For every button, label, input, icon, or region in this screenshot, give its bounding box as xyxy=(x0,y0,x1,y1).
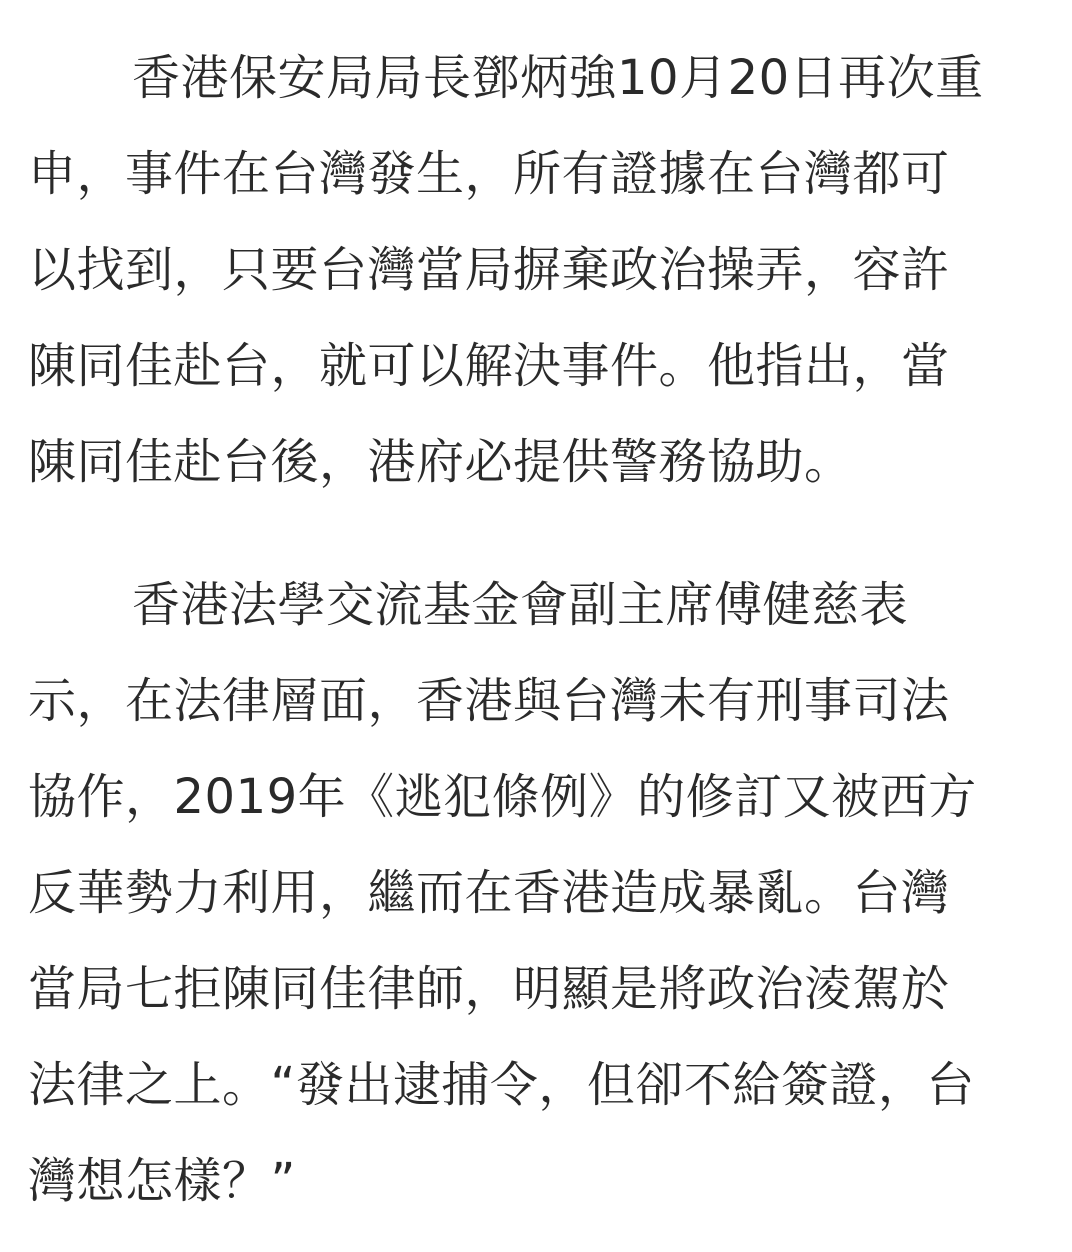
paragraph-line: 以找到，只要台灣當局摒棄政治操弄，容許 xyxy=(28,242,950,298)
paragraph-security-bureau xyxy=(28,30,1032,510)
paragraph-line: 法律之上。“發出逮捕令，但卻不給簽證，台 xyxy=(28,1057,975,1113)
paragraph-line: 香港保安局局長鄧炳強10月20日再次重 xyxy=(132,50,984,106)
paragraph-line: 灣想怎樣？” xyxy=(28,1153,296,1209)
paragraph-line: 申，事件在台灣發生，所有證據在台灣都可 xyxy=(28,146,950,202)
paragraph-line: 當局七拒陳同佳律師，明顯是將政治淩駕於 xyxy=(28,961,950,1017)
paragraph-line: 香港法學交流基金會副主席傅健慈表 xyxy=(132,577,909,633)
paragraph-line: 陳同佳赴台，就可以解決事件。他指出，當 xyxy=(28,338,950,394)
paragraph-line: 示，在法律層面，香港與台灣未有刑事司法 xyxy=(28,673,950,729)
paragraph-line: 協作，2019年《逃犯條例》的修訂又被西方 xyxy=(28,769,977,825)
paragraph-legal-foundation xyxy=(28,557,1032,1229)
paragraph-line: 反華勢力利用，繼而在香港造成暴亂。台灣 xyxy=(28,865,950,921)
paragraph-line: 陳同佳赴台後，港府必提供警務協助。 xyxy=(28,434,853,490)
